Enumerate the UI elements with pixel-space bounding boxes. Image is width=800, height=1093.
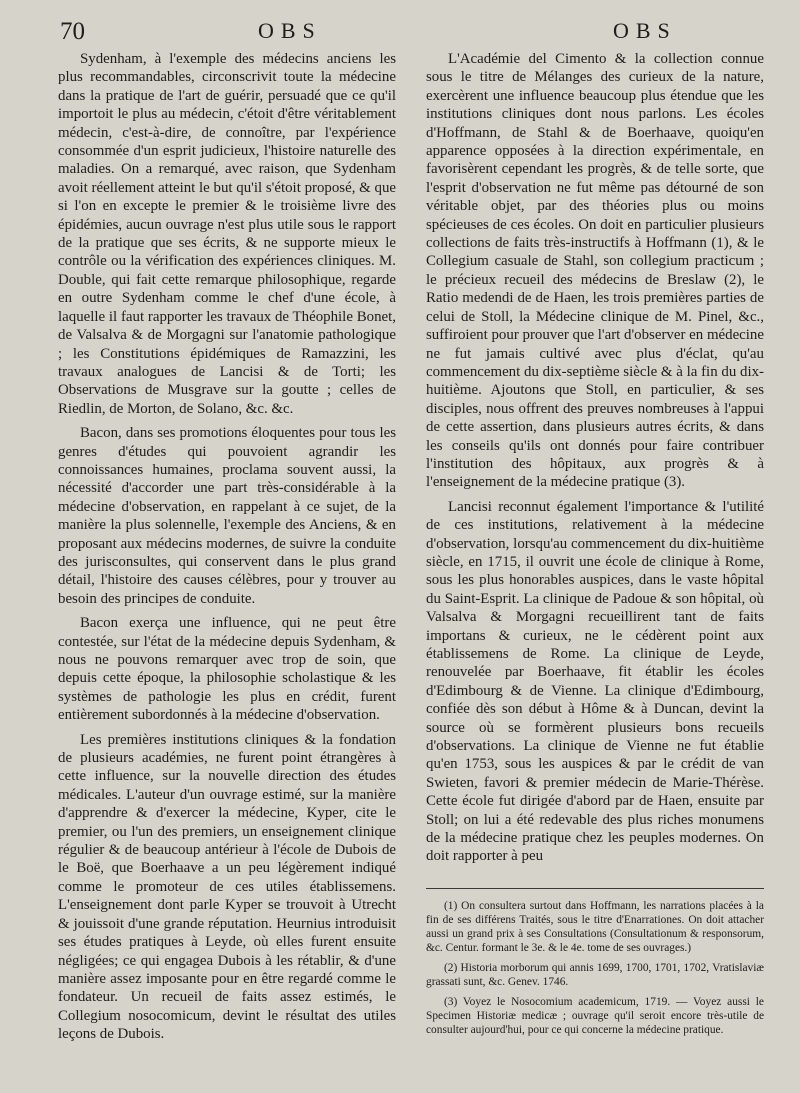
paragraph: L'Académie del Cimento & la collection connue sous le titre de Mélanges des curieux de la nature, exercèrent une influence beaucoup plus étendue que les institutions cliniques dont nous parlons. Les écoles d'Hoffmann, de Stahl & de Boerhaave, quoiqu'en apparence opposées à la direction expérimentale, en favorisèrent cependant les progrès, & de telle sorte, que l'esprit d'observation ne fut même pas détourné de son véritable objet, par des théories plus ou moins spécieuses de ces écoles. On doit en particulier plusieurs collections de faits très-instructifs à Hoffmann (1), & le Collegium casuale de Stahl, son collegium practicum ; le précieux recueil des médecins de Breslaw (2), le Ratio medendi de de Haen, les trois premières parties de celui de Stoll, la Médecine clinique de M. Pinel, &c., suffiroient pour prouver que l'art d'observer en médecine ne fut jamais cultivé avec plus d'éclat, qu'au commencement du dix-septième siècle & à la fin du dix-huitième. Ajoutons que Stoll, en particulier, & ses disciples, nous offrent des preuves nombreuses à l'appui de cette assertion, dans plusieurs autres écrits, & dans les conseils qu'ils ont donnés pour faire contribuer l'institution des hôpitaux, aux progrès & à l'enseignement de la médecine pratique (3). <box>426 51 764 491</box>
page-number: 70 <box>60 18 85 45</box>
running-head-left: OBS <box>258 18 322 43</box>
paragraph: Bacon, dans ses promotions éloquentes pour tous les genres d'études qui pouvoient agrandir les connoissances humaines, proclama souvent aussi, la nécessité d'accorder une part très-considérable à la médecine d'observation, en rappelant à ce sujet, de la manière la plus solennelle, l'exemple des Anciens, & en proposant aux médecins modernes, de suivre la conduite des jurisconsultes, qui conservent dans le plus grand détail, l'histoire des causes célèbres, pour y trouver au besoin des principes de conduite. <box>58 425 396 607</box>
footnote-divider <box>426 888 764 889</box>
page-header <box>58 12 764 45</box>
footnotes <box>426 899 764 1037</box>
paragraph: Sydenham, à l'exemple des médecins anciens les plus recommandables, circonscrivit toute la médecine dans la pratique de l'art de guérir, persuadé que ce qu'il importoit le plus au médecin, c'étoit d'être véritablement médecin, c'est-à-dire, de connoître, par l'expérience consommée d'un esprit judicieux, l'histoire naturelle des maladies. On a remarqué, avec raison, que Sydenham avoit réellement atteint le but qu'il s'étoit proposé, & que si l'on en excepte le premier & le troisième livre des épidémies, aucun ouvrage n'est plus utile sous le rapport de la pratique que ses écrits, & ne supporte mieux le contrôle ou la vérification des expériences cliniques. M. Double, qui fait cette remarque philosophique, regarde en outre Sydenham comme le chef d'une école, à laquelle il faut rapporter les travaux de Théophile Bonet, de Valsalva & de Morgagni sur l'anatomie pathologique ; les Constitutions épidémiques de Ramazzini, les travaux analogues de Lancisi & de Torti; les Observations de Musgrave sur la goutte ; celles de Riedlin, de Morton, de Solano, &c. &c. <box>58 51 396 417</box>
paragraph: Les premières institutions cliniques & la fondation de plusieurs académies, ne furent point étrangères à cette influence, sur la nouvelle direction des études médicales. L'auteur d'un ouvrage estimé, sur la manière d'apprendre & d'exercer la médecine, Kyper, cite le premier, ou l'un des premiers, un enseignement clinique régulier & de beaucoup antérieur à l'école de Dubois de le Boë, que Boerhaave a un peu légèrement indiqué comme le promoteur de ces utiles établissemens. L'enseignement dont parle Kyper se trouvoit à Utrecht & jouissoit d'une grande réputation. Heurnius introduisit ses études pratiques à Leyde, où elles furent ensuite négligées; ce qui engagea Dubois à les rétablir, & d'une manière assez imposante pour en être regardé comme le fondateur. Un recueil de faits assez estimés, le Collegium nosocomicum, devint le résultat des utiles leçons de Dubois. <box>58 731 396 1043</box>
running-head-right: OBS <box>613 18 677 43</box>
footnote: (2) Historia morborum qui annis 1699, 1700, 1701, 1702, Vratislaviæ grassati sunt, &c. Genev. 1746. <box>426 961 764 988</box>
footnote: (1) On consultera surtout dans Hoffmann, les narrations placées à la fin de ses différens Traités, sous le titre d'Enarrationes. On doit attacher aussi un grand prix à ses Consultations (Consultationum & responsorum, &c. Centur. formant le 3e. & le 4e. tome de ses ouvrages.) <box>426 899 764 954</box>
paragraph: Lancisi reconnut également l'importance & l'utilité de ces institutions, relativement à la médecine d'observation, lorsqu'au commencement du dix-huitième siècle, en 1715, il ouvrit une école de clinique à Rome, sous les plus honorables auspices, dans le vaste hôpital du Saint-Esprit. La clinique de Padoue & son hôpital, où Valsalva & Morgagni recueillirent tant de faits importans & curieux, ne le cédèrent point aux établissemens de Rome. La clinique de Leyde, renouvelée par Boerhaave, fit établir les écoles d'Edimbourg & de Vienne. La clinique d'Edimbourg, confiée dès son début à Hôme & à Duncan, devint la source où se formèrent plusieurs bons recueils d'observations. La clinique de Vienne ne fut établie qu'en 1753, sous les auspices & par le crédit de van Swieten, favori & premier médecin de Marie-Thérèse. Cette école fut dirigée d'abord par de Haen, ensuite par Stoll; on lui a été redevable des plus riches monumens de la médecine pratique chez les peuples modernes. On doit rapporter à peu <box>426 498 764 865</box>
text-columns <box>58 50 764 1044</box>
paragraph: Bacon exerça une influence, qui ne peut être contestée, sur l'état de la médecine depuis Sydenham, & nous ne pouvons remarquer avec trop de soin, que depuis cette époque, la philosophie scholastique & les systèmes de pathologie les plus en crédit, furent entièrement subordonnés à la médecine d'observation. <box>58 615 396 724</box>
footnote: (3) Voyez le Nosocomium academicum, 1719. — Voyez aussi le Specimen Historiæ medicæ ; ouvrage qu'il seroit encore très-utile de consulter aujourd'hui, pour ce qui concerne la médecine pratique. <box>426 995 764 1036</box>
left-column <box>58 50 396 1044</box>
right-column <box>426 50 764 1044</box>
